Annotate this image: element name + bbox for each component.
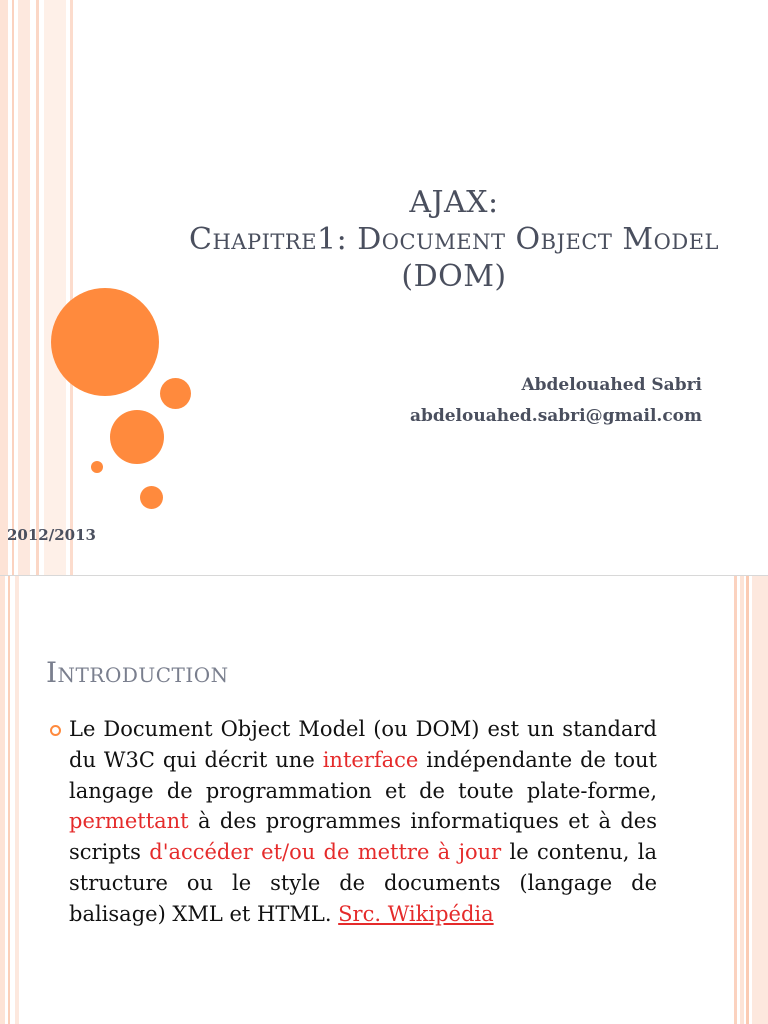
decor-circle-small: [160, 378, 191, 409]
decor-stripe: [734, 576, 737, 1024]
decor-stripe: [18, 0, 30, 575]
decor-stripe: [746, 576, 749, 1024]
decor-circle-small: [140, 486, 163, 509]
highlight-interface: interface: [322, 747, 419, 772]
decor-stripe: [0, 0, 8, 575]
text-run: Le Document Object Model (ou DOM) est un standard du W3C qui décrit une: [69, 717, 657, 772]
decor-stripe: [12, 0, 14, 575]
slide-heading: Introduction: [46, 656, 229, 689]
decor-circle-tiny: [91, 461, 103, 473]
source-link[interactable]: Src. Wikipédia: [338, 901, 494, 926]
decor-stripe: [36, 0, 39, 575]
bullet-icon: [50, 725, 61, 736]
author-block: [410, 370, 702, 432]
year-label: 2012/2013: [7, 526, 96, 544]
author-email: abdelouahed.sabri@gmail.com: [409, 406, 702, 426]
decor-circle-large: [51, 288, 159, 396]
decor-stripe: [15, 576, 19, 1024]
title-line: Chapitre1: Document Object Model: [189, 222, 719, 257]
text-run: à des programmes informatiques et à des scripts: [69, 809, 657, 865]
text-run: le contenu, la structure ou le style de documents (langage de balisage) XML et HTML.: [69, 840, 657, 926]
decor-stripe: [44, 0, 66, 575]
decor-stripe: [740, 576, 744, 1024]
title-line: AJAX:: [409, 185, 499, 220]
decor-stripe: [8, 576, 10, 1024]
intro-paragraph: [69, 714, 657, 930]
decor-circle-medium: [110, 410, 164, 464]
slide-title: [100, 184, 768, 295]
text-run: indépendante de tout langage de programmation et de toute plate-forme,: [69, 747, 657, 803]
highlight-acceder: d'accéder et/ou de mettre à jour: [149, 840, 502, 865]
decor-stripe: [70, 0, 73, 575]
title-line: (DOM): [401, 259, 507, 294]
author-name: Abdelouahed Sabri: [521, 375, 702, 395]
decor-stripe: [0, 576, 5, 1024]
decor-stripe: [752, 576, 768, 1024]
highlight-permettant: permettant: [69, 809, 189, 834]
